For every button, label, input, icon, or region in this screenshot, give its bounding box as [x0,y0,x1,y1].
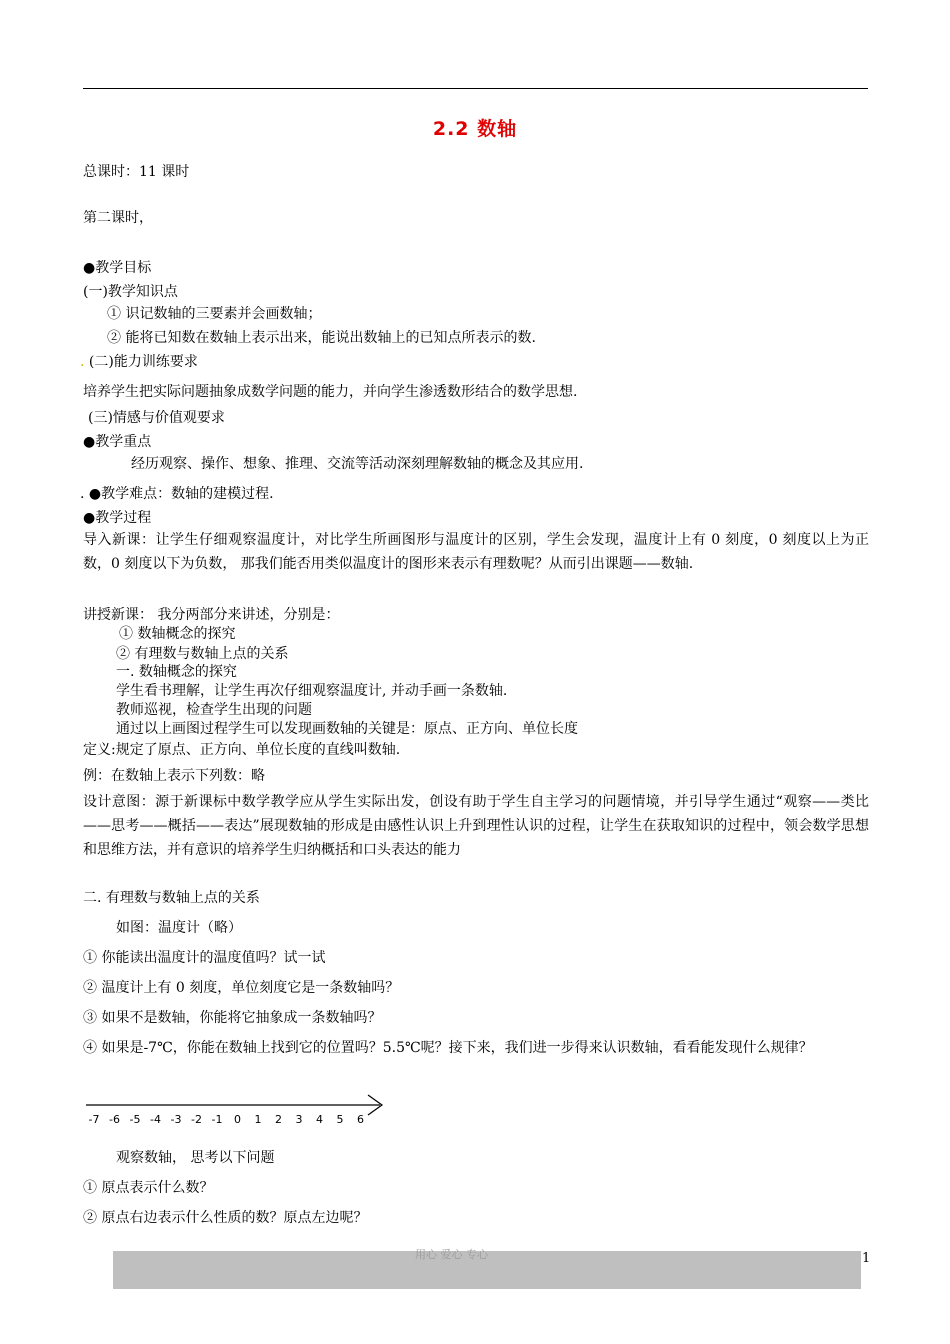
question-2: ② 温度计上有 0 刻度，单位刻度它是一条数轴吗？ [83,980,400,996]
key-text: 经历观察、操作、想象、推理、交流等活动深刻理解数轴的概念及其应用. [131,456,584,472]
number-line-label: 2 [275,1113,282,1126]
number-line-label: 0 [234,1113,241,1126]
section-a-line2: 教师巡视，检查学生出现的问题 [116,702,312,718]
goals-sec1: (一)教学知识点 [83,284,178,300]
part2: ② 有理数与数轴上点的关系 [116,646,289,662]
number-line-label: 1 [254,1113,262,1126]
question-4: ④ 如果是-7℃，你能在数轴上找到它的位置吗？5.5℃呢？接下来，我们进一步得来认识数轴，看看能发现什么规律？ [83,1040,813,1056]
number-line-label: 3 [295,1113,303,1126]
section-a-line1: 学生看书理解，让学生再次仔细观察温度计, 并动手画一条数轴. [116,683,508,699]
definition: 定义:规定了原点、正方向、单位长度的直线叫数轴. [83,742,401,758]
goals-heading: ●教学目标 [83,260,152,276]
number-line-label: 4 [316,1113,323,1126]
observe-line: 观察数轴， 思考以下问题 [116,1150,275,1166]
number-line [84,1090,394,1128]
number-line-label: -5 [129,1113,141,1126]
process-heading: ●教学过程 [83,510,152,526]
goals-sec2: (二)能力训练要求 [88,354,198,370]
question-1: ① 你能读出温度计的温度值吗？试一试 [83,950,326,966]
number-line-label: -1 [211,1113,223,1126]
lecture-line: 讲授新课： 我分两部分来讲述，分别是： [83,607,340,623]
total-hours: 总课时：11 课时 [83,164,190,180]
key-heading: ●教学重点 [83,434,152,450]
page-title: 2.2 数轴 [432,118,518,140]
footer-text: 用心 爱心 专心 [415,1248,488,1261]
number-line-label: -2 [191,1113,202,1126]
number-line-label: 6 [357,1113,364,1126]
number-line-label: -3 [170,1113,182,1126]
design-intent-paragraph: 设计意图：源于新课标中数学教学应从学生实际出发，创设有助于学生自主学习的问题情境，并引导学生通过“观察——类比——思考——概括——表达”展现数轴的形成是由感性认识上升到理性认识的过程，让学生在获取知识的过程中，领会数学思想和思维方法，并有意识的培养学生归纳概括和口头表达的能力 [83,794,869,858]
figure-note: 如图：温度计（略） [116,920,242,936]
number-line-labels [89,1113,364,1126]
section-a-line3: 通过以上画图过程学生可以发现画数轴的关键是：原点、正方向、单位长度 [116,721,578,737]
goals-sec1-item2: ② 能将已知数在数轴上表示出来，能说出数轴上的已知点所表示的数. [107,330,536,346]
number-line-label: -7 [88,1113,100,1126]
goals-sec2-row [80,352,198,372]
example: 例：在数轴上表示下列数：略 [83,768,265,784]
section-a-heading: 一. 数轴概念的探究 [116,664,237,680]
number-line-label: -6 [109,1113,120,1126]
goals-sec2-text: 培养学生把实际问题抽象成数学问题的能力，并向学生渗透数形结合的数学思想. [83,384,578,400]
observe-question-1: ① 原点表示什么数？ [83,1180,214,1196]
number-line-label: 5 [336,1113,344,1126]
section-b-heading: 二. 有理数与数轴上点的关系 [83,890,260,906]
header-rule [83,88,868,89]
part1: ① 数轴概念的探究 [119,626,236,642]
number-line-label: -4 [150,1113,161,1126]
observe-question-2: ② 原点右边表示什么性质的数？原点左边呢？ [83,1210,368,1226]
page-number: 1 [862,1251,871,1266]
goals-sec1-item1: ① 识记数轴的三要素并会画数轴； [107,306,322,322]
intro-paragraph: 导入新课：让学生仔细观察温度计，对比学生所画图形与温度计的区别，学生会发现，温度计上有 0 刻度，0 刻度以上为正数，0 刻度以下为负数， 那我们能否用类似温度计的图形来表示有理数呢？从而引出课题——数轴. [83,532,869,572]
difficulty: . ●教学难点：数轴的建模过程. [80,486,274,502]
lesson-number: 第二课时， [83,210,153,226]
marker-dot: . [80,354,85,370]
question-3: ③ 如果不是数轴，你能将它抽象成一条数轴吗？ [83,1010,382,1026]
goals-sec3: (三)情感与价值观要求 [88,410,225,426]
